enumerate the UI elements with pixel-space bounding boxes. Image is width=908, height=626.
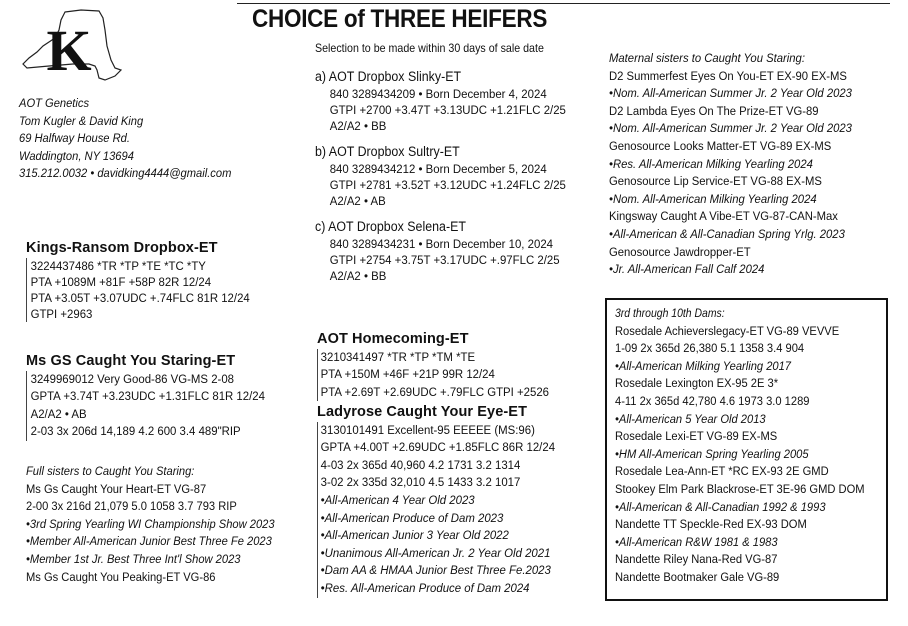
consignor-people: Tom Kugler & David King (19, 113, 144, 128)
dam-ancestor-line: Nandette Bootmaker Gale VG-89 (615, 569, 780, 584)
dam-ancestor-line: •All-American 5 Year Old 2013 (615, 411, 766, 426)
page-title: CHOICE of THREE HEIFERS (252, 5, 548, 33)
granddam-line: •Dam AA & HMAA Junior Best Three Fe.2023 (320, 563, 551, 578)
granddam-line: •Unanimous All-American Jr. 2 Year Old 2021 (320, 545, 551, 560)
granddam-block (317, 404, 576, 598)
consignor-contact: 315.212.0032 • davidking4444@gmail.com (19, 166, 232, 181)
consignor-address: 69 Halfway House Rd. (19, 131, 130, 146)
sire-line: PTA +3.05T +3.07UDC +.74FLC 81R 12/24 (30, 291, 250, 305)
full-sister-line: Ms Gs Caught Your Heart-ET VG-87 (26, 481, 207, 496)
dam-line: A2/A2 • AB (30, 406, 87, 421)
dam-line: GPTA +3.74T +3.23UDC +1.31FLC 81R 12/24 (30, 389, 265, 404)
choice-c (315, 218, 566, 284)
dam-ancestor-line: Nandette Riley Nana-Red VG-87 (615, 552, 778, 567)
maternal-sisters-heading: Maternal sisters to Caught You Staring: (609, 51, 805, 65)
dam-ancestor-line: Rosedale Lexi-ET VG-89 EX-MS (615, 429, 778, 444)
choice-line: A2/A2 • BB (329, 269, 387, 284)
maternal-sire-name: AOT Homecoming-ET (317, 331, 469, 347)
dams-heading: 3rd through 10th Dams: (615, 307, 725, 320)
choice-name: c) AOT Dropbox Selena-ET (315, 219, 466, 235)
dam-ancestor-line: •All-American Milking Yearling 2017 (615, 358, 792, 373)
choice-line: GTPI +2700 +3.47T +3.13UDC +1.21FLC 2/25 (329, 102, 566, 117)
choice-a (315, 68, 566, 134)
granddam-line: GPTA +4.00T +2.69UDC +1.85FLC 86R 12/24 (320, 440, 556, 455)
dam-ancestor-line: •All-American R&W 1981 & 1983 (615, 534, 778, 549)
consignor-city: Waddington, NY 13694 (19, 148, 134, 163)
full-sister-line: •Member All-American Junior Best Three Fe 2023 (26, 534, 272, 549)
maternal-sire-line: 3210341497 *TR *TP *TM *TE (320, 349, 476, 364)
consignor-block (19, 95, 231, 183)
choice-line: 840 3289434231 • Born December 10, 2024 (329, 237, 554, 251)
selection-note: Selection to be made within 30 days of sale date (315, 42, 544, 55)
maternal-sister-line: •Nom. All-American Milking Yearling 2024 (609, 191, 817, 206)
full-sisters-heading: Full sisters to Caught You Staring: (26, 464, 195, 478)
maternal-sister-line: •Nom. All-American Summer Jr. 2 Year Old 2023 (609, 86, 852, 101)
top-rule (237, 3, 890, 4)
dam-name: Ms GS Caught You Staring-ET (26, 353, 236, 369)
dam-line: 3249969012 Very Good-86 VG-MS 2-08 (30, 371, 235, 386)
maternal-sire-block (317, 331, 569, 401)
sire-block (26, 240, 269, 322)
maternal-sister-line: •Nom. All-American Summer Jr. 2 Year Old 2023 (609, 121, 852, 136)
maternal-sister-line: Genosource Lip Service-ET VG-88 EX-MS (609, 174, 822, 189)
granddam-line: •All-American Junior 3 Year Old 2022 (320, 528, 509, 543)
full-sister-line: •3rd Spring Yearling WI Championship Show 2023 (26, 516, 275, 531)
choice-line: A2/A2 • AB (329, 194, 386, 209)
new-york-state-logo (19, 8, 124, 90)
full-sister-line: •Member 1st Jr. Best Three Int'l Show 2023 (26, 551, 241, 566)
dam-line: 2-03 3x 206d 14,189 4.2 600 3.4 489"RIP (30, 424, 241, 439)
full-sister-line: Ms Gs Caught You Peaking-ET VG-86 (26, 569, 216, 584)
granddam-line: •Res. All-American Produce of Dam 2024 (320, 580, 530, 595)
maternal-sister-line: Kingsway Caught A Vibe-ET VG-87-CAN-Max (609, 209, 838, 224)
dam-block (26, 353, 286, 441)
granddam-line: 4-03 2x 365d 40,960 4.2 1731 3.2 1314 (320, 457, 521, 472)
sire-line: GTPI +2963 (30, 307, 93, 322)
sire-name: Kings-Ransom Dropbox-ET (26, 240, 218, 256)
maternal-sister-line: •Jr. All-American Fall Calf 2024 (609, 262, 765, 277)
maternal-sister-line: Genosource Looks Matter-ET VG-89 EX-MS (609, 138, 832, 153)
choice-line: 840 3289434212 • Born December 5, 2024 (329, 161, 547, 176)
consignor-name: AOT Genetics (19, 96, 90, 110)
granddam-line: 3130101491 Excellent-95 EEEEE (MS:96) (320, 422, 535, 437)
choices-block (315, 68, 566, 285)
full-sister-line: 2-00 3x 216d 21,079 5.0 1058 3.7 793 RIP (26, 499, 237, 514)
full-sisters-block (26, 463, 275, 586)
choice-line: GTPI +2754 +3.75T +3.17UDC +.97FLC 2/25 (329, 253, 560, 268)
dam-ancestor-line: Rosedale Achieverslegacy-ET VG-89 VEVVE (615, 323, 840, 338)
maternal-sister-line: Genosource Jawdropper-ET (609, 244, 751, 259)
granddam-line: 3-02 2x 335d 32,010 4.5 1433 3.2 1017 (320, 475, 521, 490)
maternal-sister-line: D2 Lambda Eyes On The Prize-ET VG-89 (609, 103, 819, 118)
dam-ancestor-line: •HM All-American Spring Yearling 2005 (615, 446, 809, 461)
dam-ancestor-line: Rosedale Lea-Ann-ET *RC EX-93 2E GMD (615, 464, 829, 479)
choice-line: 840 3289434209 • Born December 4, 2024 (329, 86, 547, 101)
dam-ancestor-line: 4-11 2x 365d 42,780 4.6 1973 3.0 1289 (615, 393, 810, 408)
dam-ancestor-line: Rosedale Lexington EX-95 2E 3* (615, 376, 779, 391)
maternal-sister-line: •All-American & All-Canadian Spring Yrlg. 2023 (609, 226, 845, 241)
maternal-sister-line: •Res. All-American Milking Yearling 2024 (609, 156, 813, 171)
sire-line: PTA +1089M +81F +58P 82R 12/24 (30, 274, 212, 289)
dam-ancestor-line: 1-09 2x 365d 26,380 5.1 1358 3.4 904 (615, 341, 805, 356)
granddam-name: Ladyrose Caught Your Eye-ET (317, 404, 528, 420)
granddam-line: •All-American Produce of Dam 2023 (320, 510, 504, 525)
sire-line: 3224437486 *TR *TP *TE *TC *TY (30, 258, 206, 273)
choice-b (315, 143, 566, 209)
dams-box (605, 298, 888, 601)
maternal-sister-line: D2 Summerfest Eyes On You-ET EX-90 EX-MS (609, 68, 847, 83)
choice-line: GTPI +2781 +3.52T +3.12UDC +1.24FLC 2/25 (329, 178, 566, 192)
dam-ancestor-line: Nandette TT Speckle-Red EX-93 DOM (615, 517, 807, 532)
dam-ancestor-line: •All-American & All-Canadian 1992 & 1993 (615, 499, 826, 514)
maternal-sire-line: PTA +150M +46F +21P 99R 12/24 (320, 367, 495, 382)
maternal-sisters-block (609, 50, 852, 279)
granddam-line: •All-American 4 Year Old 2023 (320, 492, 475, 507)
choice-name: a) AOT Dropbox Slinky-ET (315, 69, 462, 84)
logo-letter: K (46, 18, 92, 83)
dam-ancestor-line: Stookey Elm Park Blackrose-ET 3E-96 GMD DOM (615, 481, 865, 496)
choice-name: b) AOT Dropbox Sultry-ET (315, 144, 460, 160)
choice-line: A2/A2 • BB (329, 119, 387, 133)
maternal-sire-line: PTA +2.69T +2.69UDC +.79FLC GTPI +2526 (320, 384, 550, 399)
